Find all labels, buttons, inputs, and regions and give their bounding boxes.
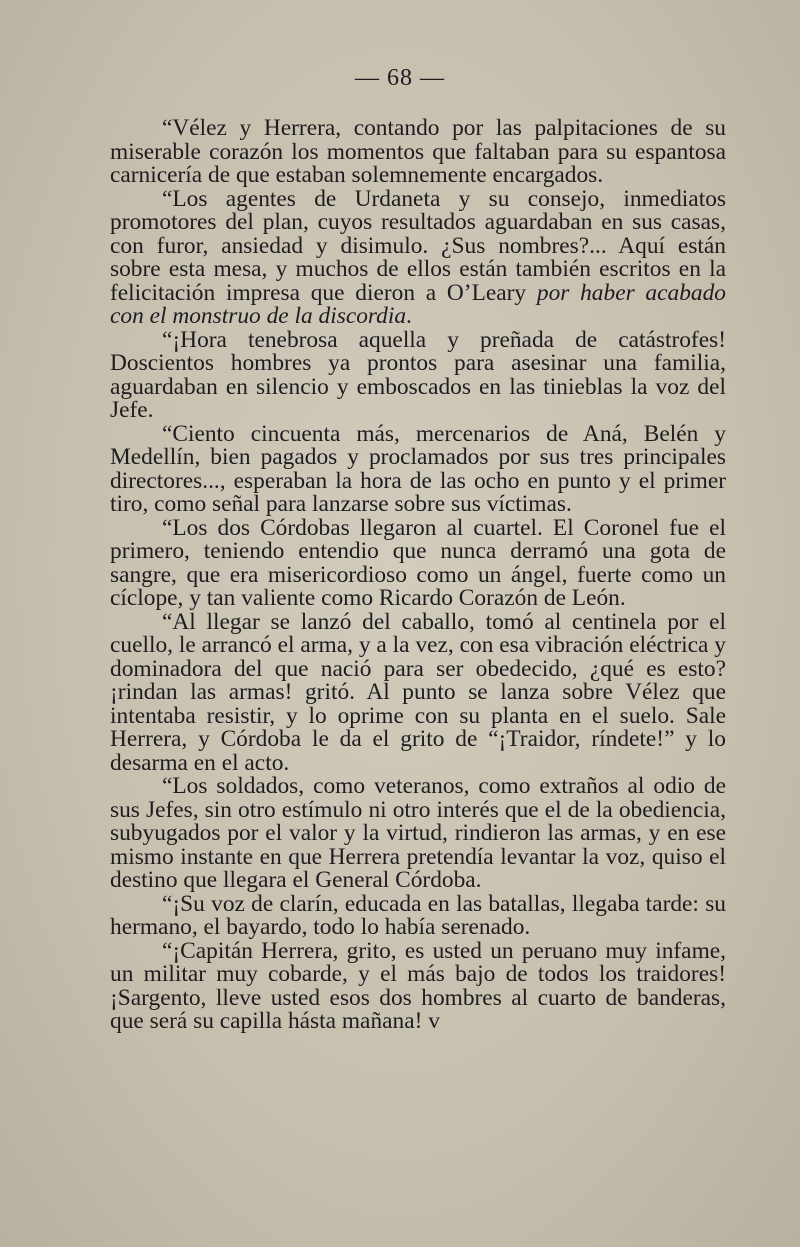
paragraph-1: “Vélez y Herrera, contando por las palpitaciones de su miserable corazón los momentos que faltaban para su espantosa carnicería de que estaban solemnemente encargados. [110, 115, 726, 188]
page-number: — 68 — [355, 65, 445, 91]
paragraph-5: “Los dos Córdobas llegaron al cuartel. El Coronel fue el primero, teniendo entendio que nunca derramó una gota de sangre, que era misericordioso como un ángel, fuerte como un cíclope, y tan valiente como Ricardo Corazón de León. [110, 514, 726, 611]
paragraph-2-end: . [406, 303, 412, 329]
paragraph-3: “¡Hora tenebrosa aquella y preñada de catástrofes! Doscientos hombres ya prontos para asesinar una familia, aguardaban en silencio y emboscados en las tinieblas la voz del Jefe. [110, 326, 726, 423]
paragraph-8: “¡Su voz de clarín, educada en las batallas, llegaba tarde: su hermano, el bayardo, todo lo había serenado. [110, 890, 726, 940]
paragraph-2-text: “Los agentes de Urdaneta y su consejo, inmediatos promotores del plan, cuyos resultados aguardaban en sus casas, con furor, ansiedad y disimulo. ¿Sus nombres?... Aquí están sobre esta mesa, y muchos de ellos están también escritos en la felicitación impresa que dieron a O’Leary [110, 185, 726, 306]
paragraph-2 [110, 185, 726, 329]
paragraph-6: “Al llegar se lanzó del caballo, tomó al centinela por el cuello, le arrancó el arma, y a la vez, con esa vibración eléctrica y dominadora del que nació para ser obedecido, ¿qué es esto? ¡rindan las armas! gritó. Al punto se lanza sobre Vélez que intentaba resistir, y lo oprime con su planta en el suelo. Sale Herrera, y Córdoba le da el grito de “¡Traidor, ríndete!” y lo desarma en el acto. [110, 608, 726, 776]
paragraph-2-italic: por haber acabado con el monstruo de la discordia [110, 279, 726, 329]
paragraph-7: “Los soldados, como veteranos, como extraños al odio de sus Jefes, sin otro estímulo ni otro interés que el de la obediencia, subyugados por el valor y la virtud, rindieron las armas, y en ese mismo instante en que Herrera pretendía levantar la voz, quiso el destino que llegara el General Córdoba. [110, 773, 726, 893]
body-text [110, 117, 726, 1034]
paragraph-9: “¡Capitán Herrera, grito, es usted un peruano muy infame, un militar muy cobarde, y el más bajo de todos los traidores! ¡Sargento, lleve usted esos dos hombres al cuarto de banderas, que será su capilla hásta mañana! v [110, 937, 726, 1034]
paragraph-4: “Ciento cincuenta más, mercenarios de Aná, Belén y Medellín, bien pagados y proclamados por sus tres principales directores..., esperaban la hora de las ocho en punto y el primer tiro, como señal para lanzarse sobre sus víctimas. [110, 420, 726, 517]
